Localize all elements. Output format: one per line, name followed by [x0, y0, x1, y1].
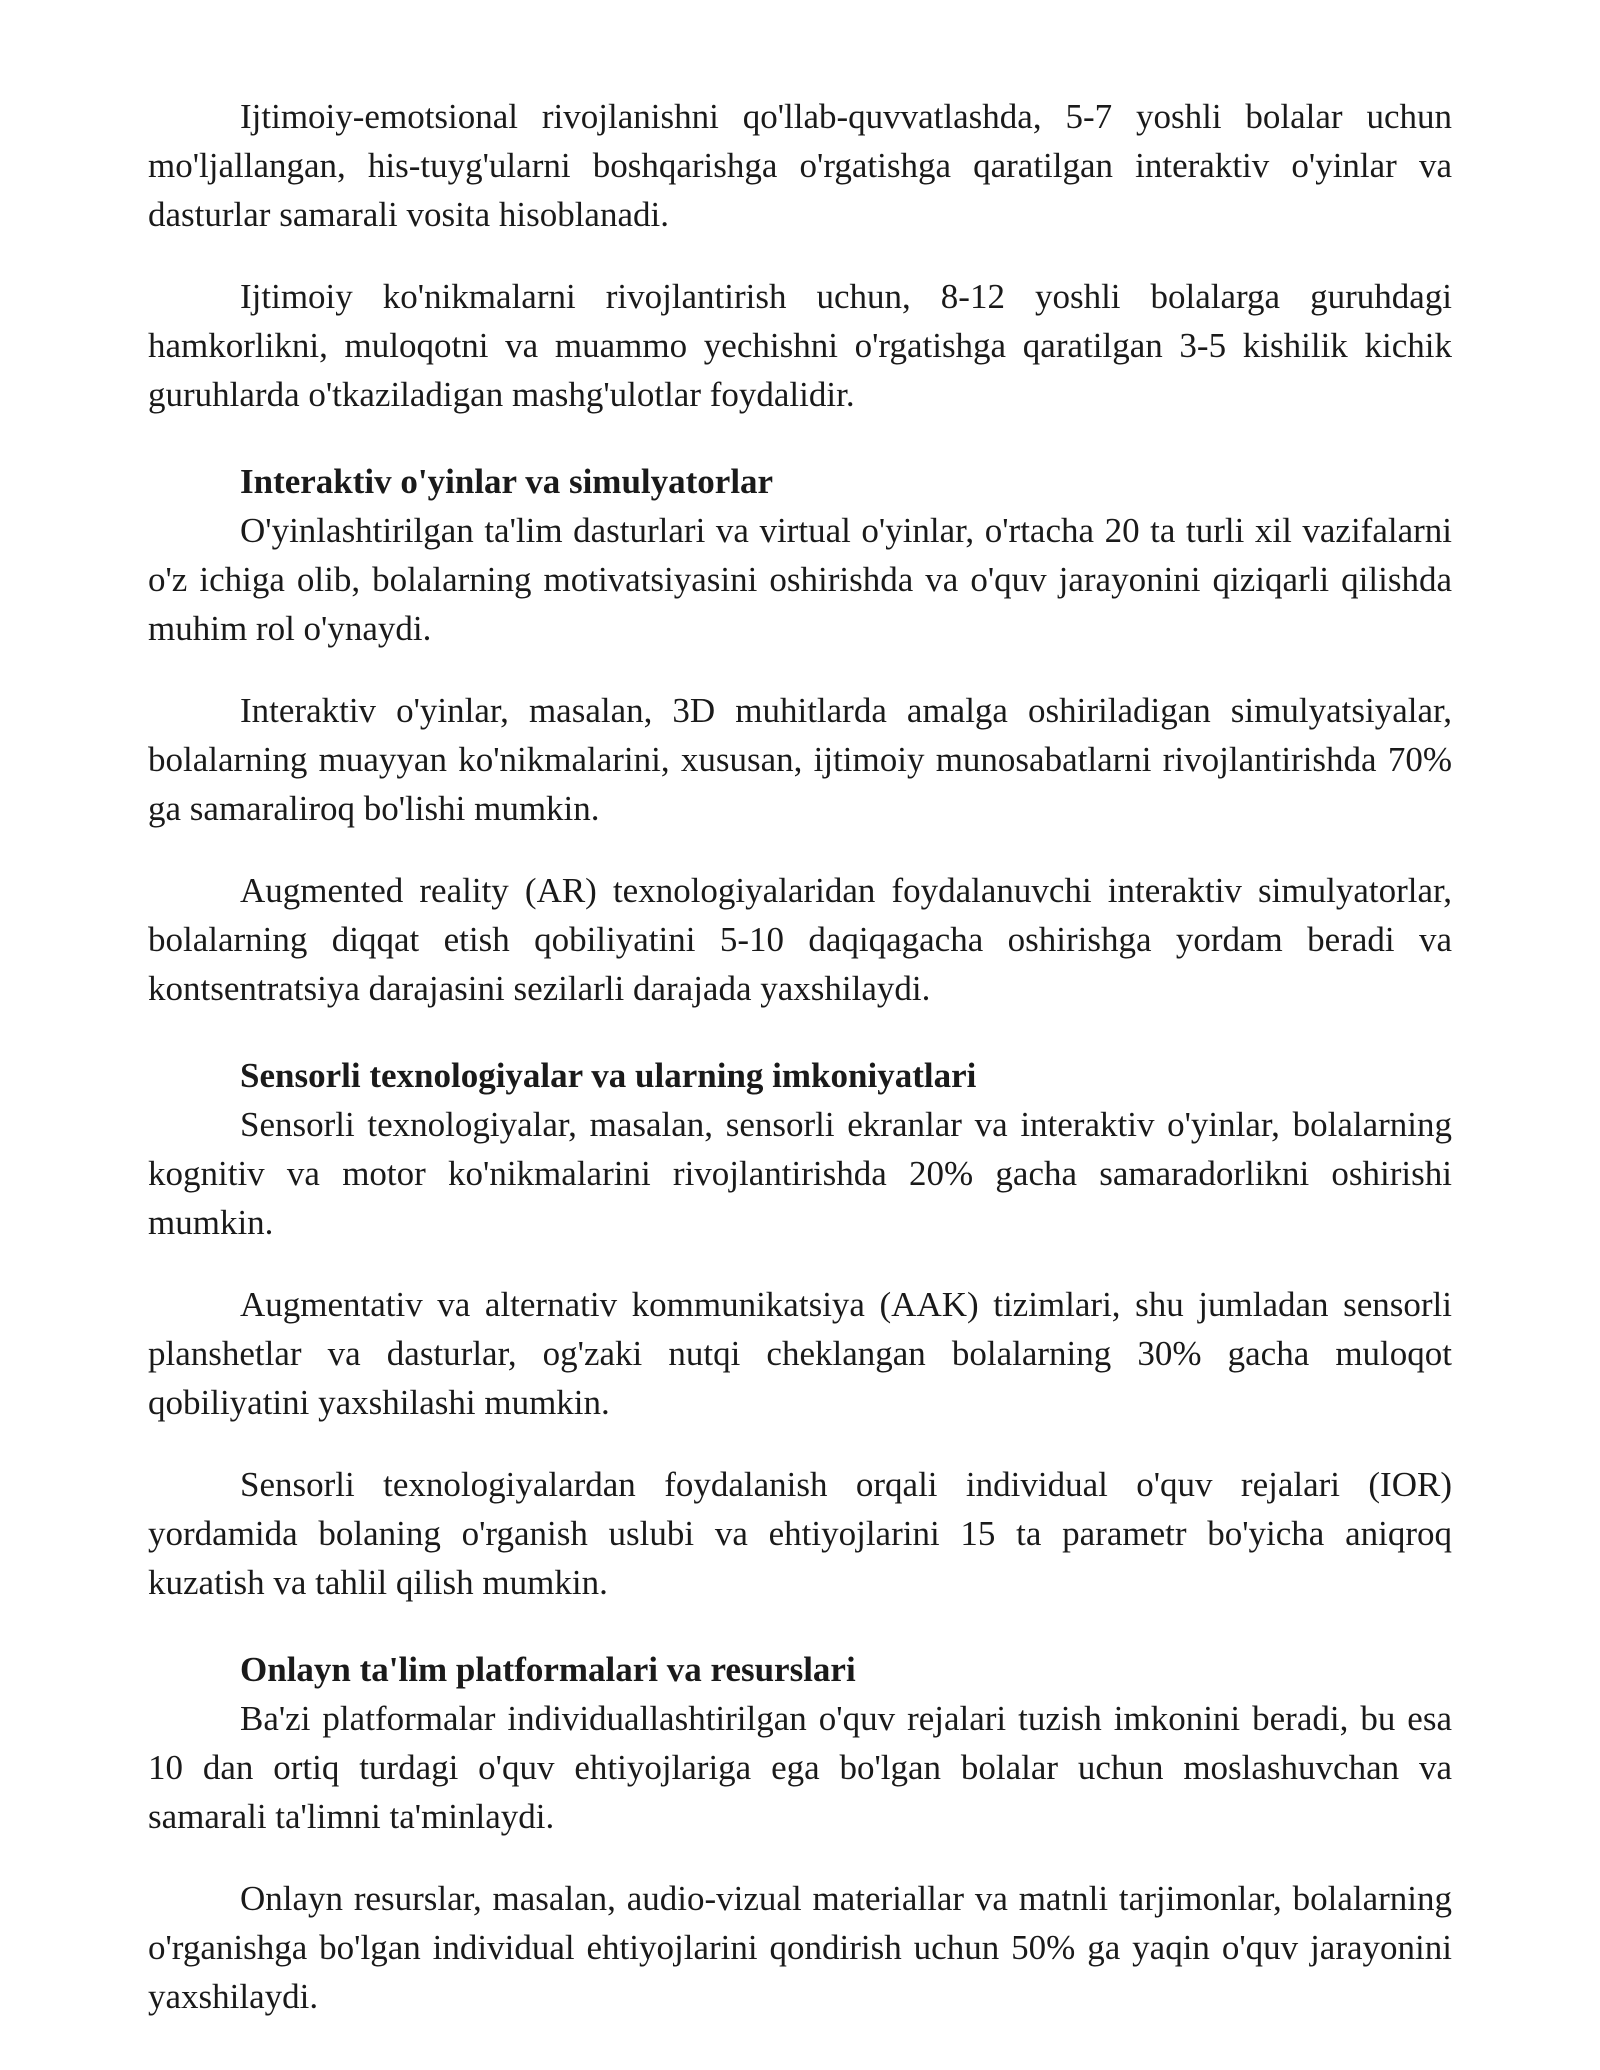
- heading-online-platforms: Onlayn ta'lim platformalari va resurslari: [240, 1650, 856, 1689]
- heading-interactive-games: Interaktiv o'yinlar va simulyatorlar: [240, 462, 774, 501]
- paragraph-gamified-learning: O'yinlashtirilgan ta'lim dasturlari va virtual o'yinlar, o'rtacha 20 ta turli xil vazifalarni o'z ichiga olib, bolalarning motivatsiyasini oshirishda va o'quv jarayonini qiziqarli qilishda muhim rol o'ynaydi.: [148, 511, 1452, 648]
- paragraph-individual-plans: Sensorli texnologiyalardan foydalanish orqali individual o'quv rejalari (IOR) yordamida bolaning o'rganish uslubi va ehtiyojlarini 15 ta parametr bo'yicha aniqroq kuzatish va tahlil qilish mumkin.: [148, 1465, 1452, 1602]
- paragraph-ar-simulators: Augmented reality (AR) texnologiyalaridan foydalanuvchi interaktiv simulyatorlar, bolalarning diqqat etish qobiliyatini 5-10 daqiqagacha oshirishga yordam beradi va kontsentratsiya darajasini sezilarli darajada yaxshilaydi.: [148, 871, 1452, 1008]
- paragraph-social-skills: Ijtimoiy ko'nikmalarni rivojlantirish uchun, 8-12 yoshli bolalarga guruhdagi hamkorlikni, muloqotni va muammo yechishni o'rgatishga qaratilgan 3-5 kishilik kichik guruhlarda o'tkaziladigan mashg'ulotlar foydalidir.: [148, 277, 1452, 414]
- paragraph-online-resources: Onlayn resurslar, masalan, audio-vizual materiallar va matnli tarjimonlar, bolalarning o'rganishga bo'lgan individual ehtiyojlarini qondirish uchun 50% ga yaqin o'quv jarayonini yaxshilaydi.: [148, 1879, 1452, 2016]
- paragraph-social-emotional: Ijtimoiy-emotsional rivojlanishni qo'llab-quvvatlashda, 5-7 yoshli bolalar uchun mo'ljallangan, his-tuyg'ularni boshqarishga o'rgatishga qaratilgan interaktiv o'yinlar va dasturlar samarali vosita hisoblanadi.: [148, 97, 1452, 234]
- paragraph-platforms: Ba'zi platformalar individuallashtirilgan o'quv rejalari tuzish imkonini beradi, bu esa 10 dan ortiq turdagi o'quv ehtiyojlariga ega bo'lgan bolalar uchun moslashuvchan va samarali ta'limni ta'minlaydi.: [148, 1699, 1452, 1836]
- paragraph-3d-simulations: Interaktiv o'yinlar, masalan, 3D muhitlarda amalga oshiriladigan simulyatsiyalar, bolalarning muayyan ko'nikmalarini, xususan, ijtimoiy munosabatlarni rivojlantirishda 70% ga samaraliroq bo'lishi mumkin.: [148, 691, 1452, 828]
- document-page: [148, 92, 1452, 2021]
- paragraph-aac-systems: Augmentativ va alternativ kommunikatsiya (AAK) tizimlari, shu jumladan sensorli planshetlar va dasturlar, og'zaki nutqi cheklangan bolalarning 30% gacha muloqot qobiliyatini yaxshilashi mumkin.: [148, 1285, 1452, 1422]
- heading-sensor-technologies: Sensorli texnologiyalar va ularning imkoniyatlari: [240, 1056, 977, 1095]
- paragraph-touch-screens: Sensorli texnologiyalar, masalan, sensorli ekranlar va interaktiv o'yinlar, bolalarning kognitiv va motor ko'nikmalarini rivojlantirishda 20% gacha samaradorlikni oshirishi mumkin.: [148, 1105, 1452, 1242]
